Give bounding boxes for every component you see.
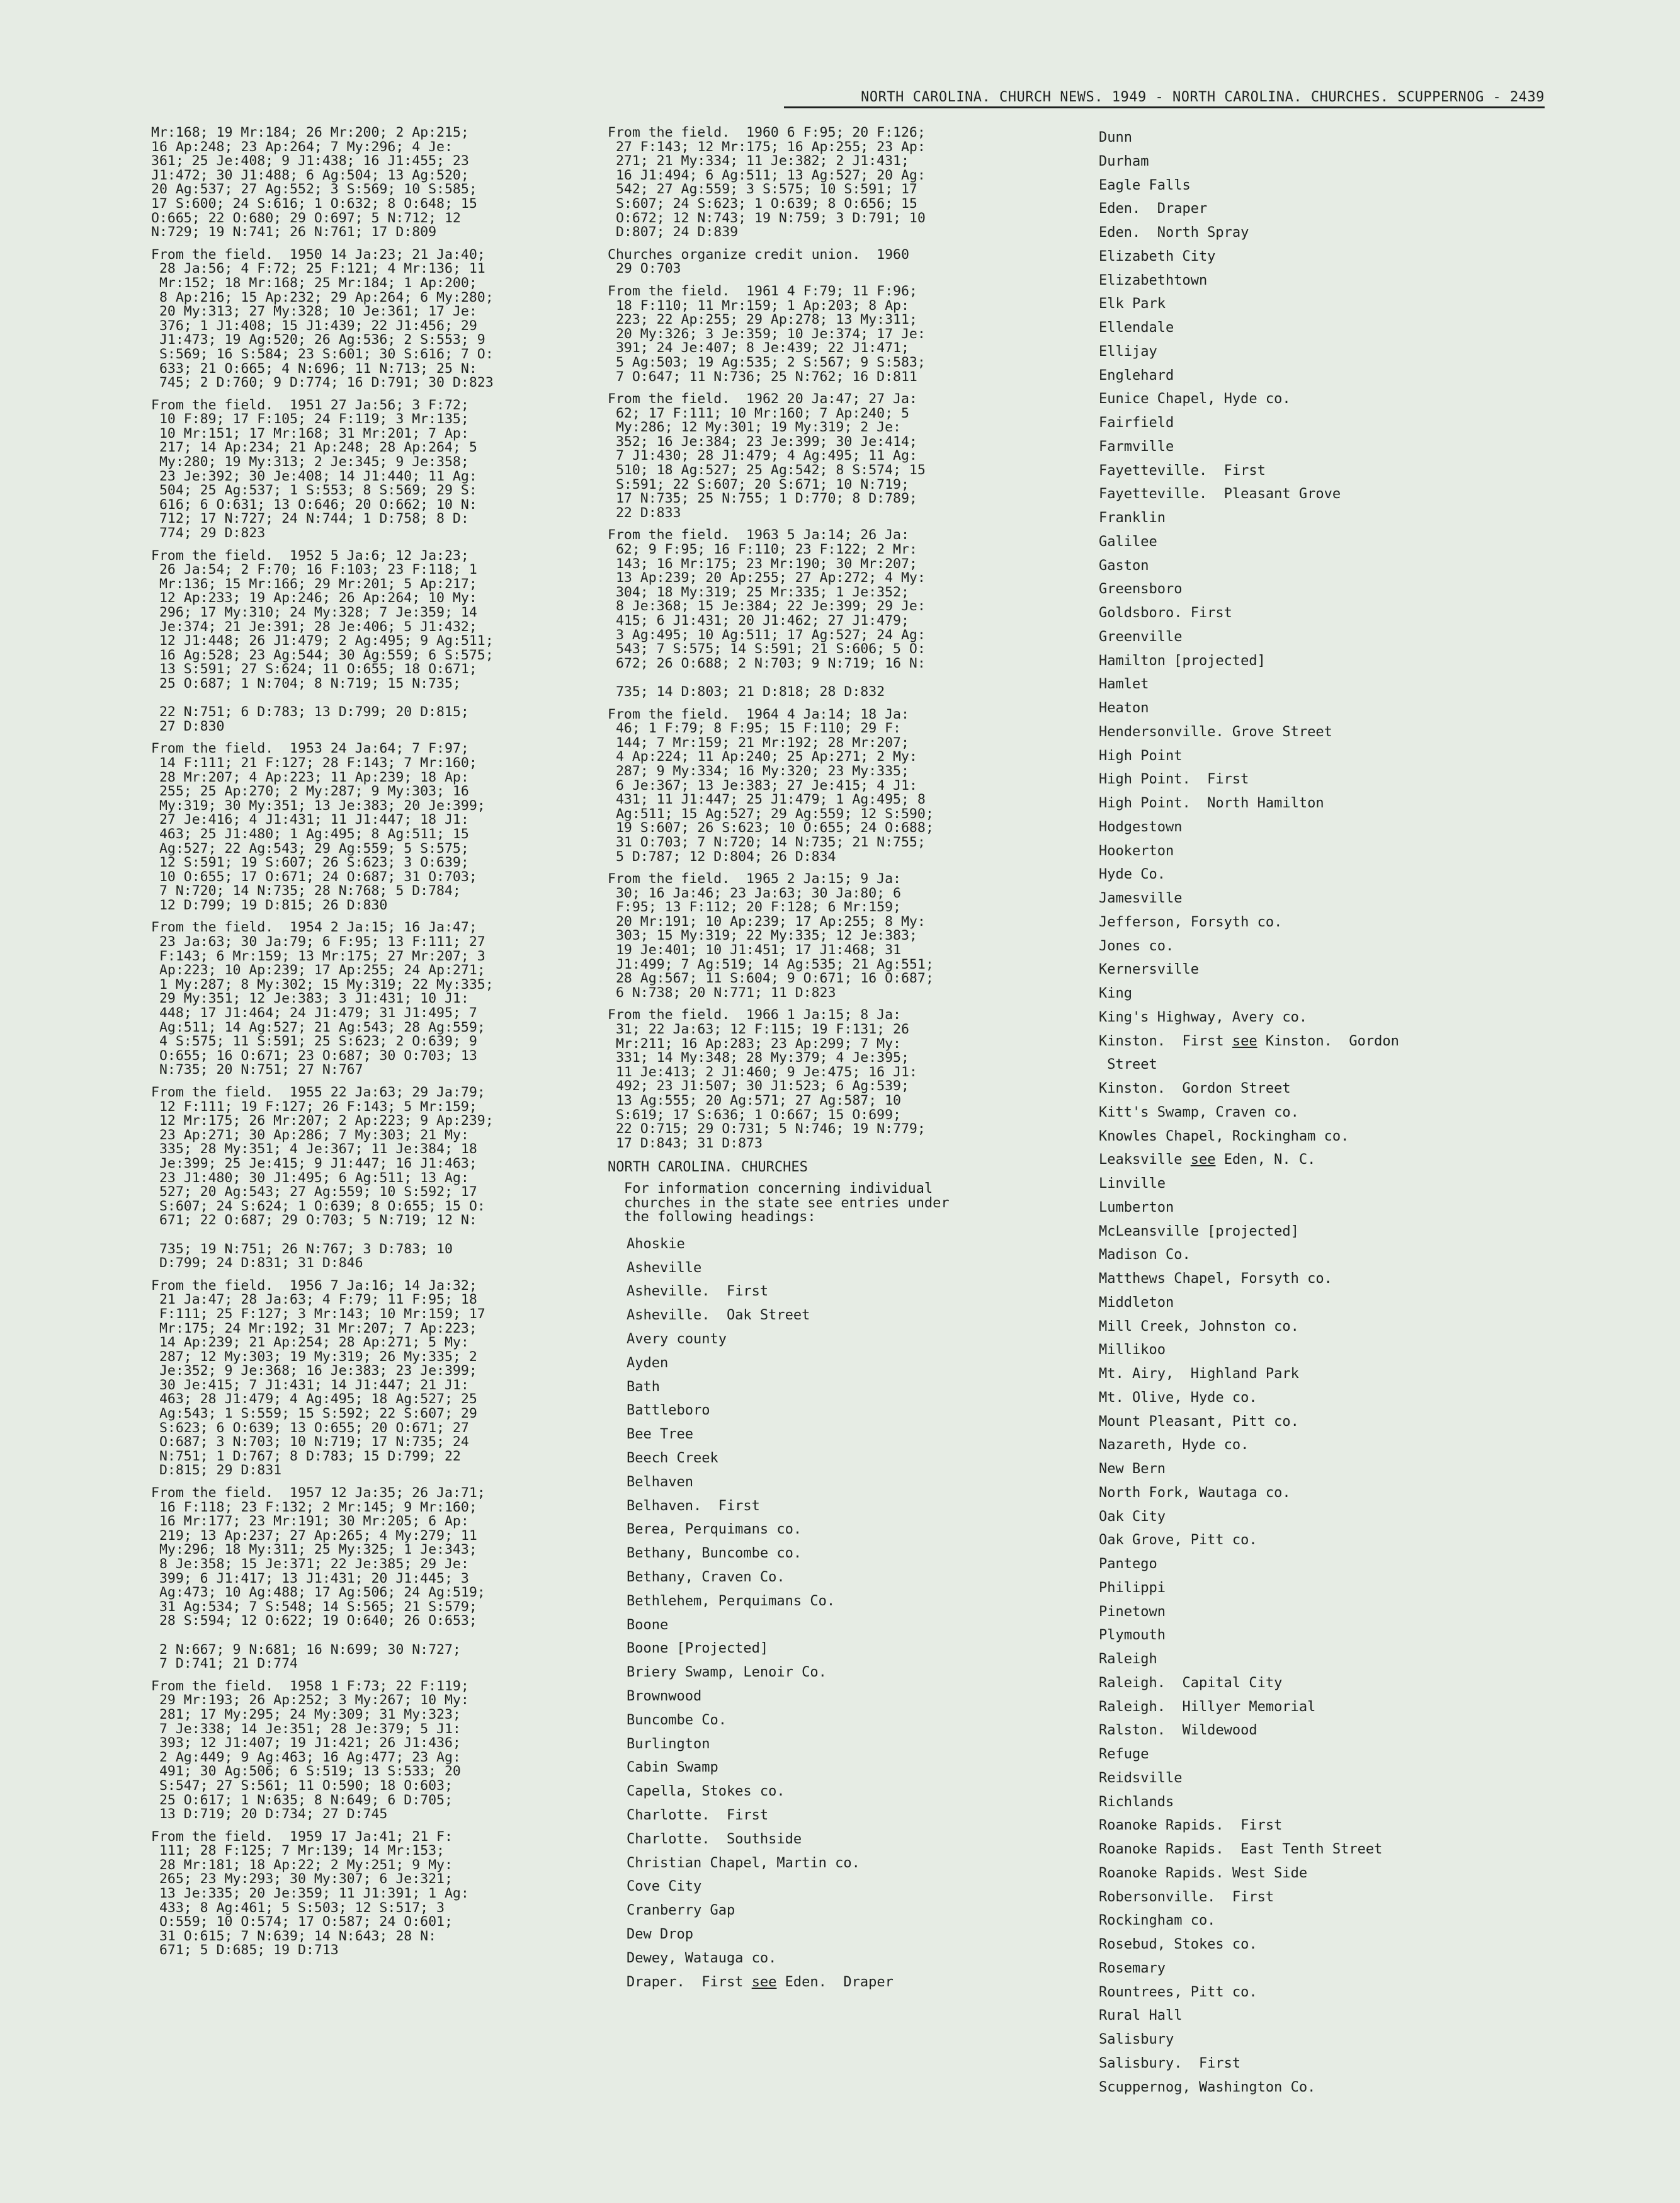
column-3: [1099, 126, 1502, 2099]
list-item: Bethany, Craven Co.: [627, 1569, 785, 1586]
list-item: Rosebud, Stokes co.: [1099, 1937, 1257, 1952]
list-item: Cabin Swamp: [627, 1760, 718, 1776]
list-item: From the field. 1962 20 Ja:47; 27 Ja: 62; 17 F:111; 10 Mr:160; 7 Ap:240; 5 My:286; 12 My:301; 19 My:319; 2 Je: 352; 16 Je:384; 23 Je:399; 30 Je:414; 7 J1:430; 28 J1:479; 4 Ag:495; 11 Ag: 510; 18 Ag:527; 25 Ag:542; 8 S:574; 15 S:591; 22 S:607; 20 S:671; 10 N:719; 17 N:735; 25 N:755; 1 D:770; 8 D:789; 22 D:833: [608, 391, 926, 521]
heading-list: [627, 1232, 1036, 1995]
list-item: Hamlet: [1099, 676, 1149, 693]
list-item: Rountrees, Pitt co.: [1099, 1984, 1257, 2000]
list-item: Refuge: [1099, 1746, 1149, 1762]
list-item: Elizabethtown: [1099, 272, 1208, 288]
list-item: North Fork, Wautaga co.: [1099, 1484, 1291, 1501]
list-item: Jamesville: [1099, 891, 1183, 906]
list-item: From the field. 1961 4 F:79; 11 F:96; 18 F:110; 11 Mr:159; 1 Ap:203; 8 Ap: 223; 22 Ap:255; 29 Ap:278; 13 My:311; 20 My:326; 3 Je:359; 10 Je:374; 17 Je: 391; 24 Je:407; 8 Je:439; 22 J1:471; 5 Ag:503; 19 Ag:535; 2 S:567; 9 S:583; 7 O:647; 11 N:736; 25 N:762; 16 D:811: [608, 283, 926, 385]
list-item: Gaston: [1099, 557, 1149, 574]
list-item: Ayden: [627, 1355, 669, 1371]
list-item: Galilee: [1099, 533, 1157, 550]
list-item: Dewey, Watauga co.: [627, 1950, 777, 1966]
list-item: Rural Hall: [1099, 2008, 1183, 2024]
list-item: Roanoke Rapids. East Tenth Street: [1099, 1842, 1383, 1857]
column-1: [151, 126, 579, 1966]
list-item: Boone: [627, 1617, 669, 1633]
list-item: Millikoo: [1099, 1342, 1166, 1358]
list-item: Lumberton: [1099, 1199, 1174, 1215]
list-item: Asheville: [627, 1260, 702, 1276]
list-item: From the field. 1956 7 Ja:16; 14 Ja:32; 21 Ja:47; 28 Ja:63; 4 F:79; 11 F:95; 18 F:111; 25 F:127; 3 Mr:143; 10 Mr:159; 17 Mr:175; 24 Mr:192; 31 Mr:207; 7 Ap:223; 14 Ap:239; 21 Ap:254; 28 Ap:271; 5 My: 287; 12 My:303; 19 My:319; 26 My:335; 2 Je:352; 9 Je:368; 16 Je:383; 23 Je:399; 30 Je:415; 7 J1:431; 14 J1:447; 21 J1: 463; 28 J1:479; 4 Ag:495; 18 Ag:527; 25 Ag:543; 1 S:559; 15 S:592; 22 S:607; 29 S:623; 6 O:639; 13 O:655; 20 O:671; 27 O:687; 3 N:703; 10 N:719; 17 N:735; 24 N:751; 1 D:767; 8 D:783; 15 D:799; 22 D:815; 29 D:831: [151, 1277, 485, 1479]
list-item: King's Highway, Avery co.: [1099, 1009, 1308, 1025]
list-item: Franklin: [1099, 510, 1166, 526]
list-item: Roanoke Rapids. First: [1099, 1818, 1283, 1834]
list-item: From the field. 1966 1 Ja:15; 8 Ja: 31; 22 Ja:63; 12 F:115; 19 F:131; 26 Mr:211; 16 Ap:283; 23 Ap:299; 7 My: 331; 14 My:348; 28 My:379; 4 Je:395; 11 Je:413; 2 J1:460; 9 Je:475; 16 J1: 492; 23 J1:507; 30 J1:523; 6 Ag:539; 13 Ag:555; 20 Ag:571; 27 Ag:587; 10 S:619; 17 S:636; 1 O:667; 15 O:699; 22 O:715; 29 O:731; 5 N:746; 19 N:779; 17 D:843; 31 D:873: [608, 1007, 926, 1151]
list-item: Ellendale: [1099, 320, 1174, 336]
list-item: Hodgestown: [1099, 819, 1183, 835]
list-item: From the field. 1960 6 F:95; 20 F:126; 27 F:143; 12 Mr:175; 16 Ap:255; 23 Ap: 271; 21 My:334; 11 Je:382; 2 J1:431; 16 J1:494; 6 Ag:511; 13 Ag:527; 20 Ag: 542; 27 Ag:559; 3 S:575; 10 S:591; 17 S:607; 24 S:623; 1 O:639; 8 O:656; 15 O:672; 12 N:743; 19 N:759; 3 D:791; 10 D:807; 24 D:839: [608, 125, 926, 241]
list-item: Salisbury: [1099, 2032, 1174, 2047]
list-item: Pinetown: [1099, 1603, 1166, 1620]
list-item: Oak City: [1099, 1508, 1166, 1525]
list-item: Cove City: [627, 1879, 702, 1895]
list-item: Asheville. Oak Street: [627, 1307, 810, 1324]
list-item: Ellijay: [1099, 343, 1157, 360]
list-item: Bee Tree: [627, 1426, 693, 1443]
list-item: Capella, Stokes co.: [627, 1784, 785, 1800]
list-item: Fairfield: [1099, 415, 1174, 431]
list-item: From the field. 1964 4 Ja:14; 18 Ja: 46; 1 F:79; 8 F:95; 15 F:110; 29 F: 144; 7 Mr:159; 21 Mr:192; 28 Mr:207; 4 Ap:224; 11 Ap:240; 25 Ap:271; 2 My: 287; 9 My:334; 16 My:320; 23 My:335; 6 Je:367; 13 Je:383; 27 Je:415; 4 J1: 431; 11 J1:447; 25 J1:479; 1 Ag:495; 8 Ag:511; 15 Ag:527; 29 Ag:559; 12 S:590; 19 S:607; 26 S:623; 10 O:655; 24 O:688; 31 O:703; 7 N:720; 14 N:735; 21 N:755; 5 D:787; 12 D:804; 26 D:834: [608, 706, 934, 865]
list-item: Linville: [1099, 1176, 1166, 1192]
list-item: Raleigh: [1099, 1651, 1157, 1667]
running-header: NORTH CAROLINA. CHURCH NEWS. 1949 - NORTH CAROLINA. CHURCHES. SCUPPERNOG - 2439: [784, 89, 1545, 108]
section-intro: For information concerning individual churches in the state see entries under the following headings:: [624, 1181, 950, 1226]
list-item: Eden. Draper: [1099, 201, 1208, 217]
list-item: Roanoke Rapids. West Side: [1099, 1865, 1308, 1881]
list-item: Farmville: [1099, 438, 1174, 455]
list-item: Oak Grove, Pitt co.: [1099, 1532, 1257, 1549]
list-item: Elizabeth City: [1099, 248, 1216, 265]
heading-list: [1099, 126, 1502, 2099]
list-item: Hendersonville. Grove Street: [1099, 724, 1332, 740]
list-item: Ahoskie: [627, 1236, 685, 1252]
list-item: Dew Drop: [627, 1926, 693, 1942]
list-item: From the field. 1965 2 Ja:15; 9 Ja: 30; 16 Ja:46; 23 Ja:63; 30 Ja:80; 6 F:95; 13 F:112; 20 F:128; 6 Mr:159; 20 Mr:191; 10 Ap:239; 17 Ap:255; 8 My: 303; 15 My:319; 22 My:335; 12 Je:383; 19 Je:401; 10 J1:451; 17 J1:468; 31 J1:499; 7 Ag:519; 14 Ag:535; 21 Ag:551; 28 Ag:567; 11 S:604; 9 O:671; 16 O:687; 6 N:738; 20 N:771; 11 D:823: [608, 871, 934, 1001]
list-item: From the field. 1958 1 F:73; 22 F:119; 29 Mr:193; 26 Ap:252; 3 My:267; 10 My: 281; 17 My:295; 24 My:309; 31 My:323; 7 Je:338; 14 Je:351; 28 Je:379; 5 J1: 393; 12 J1:407; 19 J1:421; 26 J1:436; 2 Ag:449; 9 Ag:463; 16 Ag:477; 23 Ag: 491; 30 Ag:506; 6 S:519; 13 S:533; 20 S:547; 27 S:561; 11 O:590; 18 O:603; 25 O:617; 1 N:635; 8 N:649; 6 D:705; 13 D:719; 20 D:734; 27 D:745: [151, 1678, 469, 1823]
list-item: Fayetteville. Pleasant Grove: [1099, 486, 1341, 503]
list-item: Mill Creek, Johnston co.: [1099, 1318, 1299, 1335]
list-item-draper: Draper. First see Eden. Draper: [627, 1974, 894, 1990]
list-item: Boone [Projected]: [627, 1641, 769, 1657]
list-item: Churches organize credit union. 1960 29 O:703: [608, 246, 909, 277]
list-item: Jefferson, Forsyth co.: [1099, 914, 1283, 930]
list-item: McLeansville [projected]: [1099, 1223, 1299, 1239]
list-item: King: [1099, 986, 1132, 1001]
list-item: Jones co.: [1099, 938, 1174, 954]
list-item: Durham: [1099, 153, 1149, 169]
list-item: Mr:168; 19 Mr:184; 26 Mr:200; 2 Ap:215; 16 Ap:248; 23 Ap:264; 7 My:296; 4 Je: 361; 25 Je:408; 9 J1:438; 16 J1:455; 23 J1:472; 30 J1:488; 6 Ag:504; 13 Ag:520; 20 Ag:537; 27 Ag:552; 3 S:569; 10 S:585; 17 S:600; 24 S:616; 1 O:632; 8 O:648; 15 O:665; 22 O:680; 29 O:697; 5 N:712; 12 N:729; 19 N:741; 26 N:761; 17 D:809: [151, 125, 477, 241]
list-item: Dunn: [1099, 130, 1132, 145]
list-item: Battleboro: [627, 1403, 710, 1419]
list-item: Raleigh. Capital City: [1099, 1675, 1283, 1691]
list-item: From the field. 1953 24 Ja:64; 7 F:97; 14 F:111; 21 F:127; 28 F:143; 7 Mr:160; 28 Mr:207; 4 Ap:223; 11 Ap:239; 18 Ap: 255; 25 Ap:270; 2 My:287; 9 My:303; 16 My:319; 30 My:351; 13 Je:383; 20 Je:399; 27 Je:416; 4 J1:431; 11 J1:447; 18 J1: 463; 25 J1:480; 1 Ag:495; 8 Ag:511; 15 Ag:527; 22 Ag:543; 29 Ag:559; 5 S:575; 12 S:591; 19 S:607; 26 S:623; 3 O:639; 10 O:655; 17 O:671; 24 O:687; 31 O:703; 7 N:720; 14 N:735; 28 N:768; 5 D:784; 12 D:799; 19 D:815; 26 D:830: [151, 741, 485, 913]
list-item: Bethlehem, Perquimans Co.: [627, 1593, 836, 1609]
list-item: Reidsville: [1099, 1770, 1183, 1786]
list-item: Charlotte. First: [627, 1807, 769, 1823]
list-item: New Bern: [1099, 1461, 1166, 1477]
list-item: Mt. Airy, Highland Park: [1099, 1366, 1299, 1382]
list-item: Belhaven. First: [627, 1498, 760, 1514]
list-item: Eden. North Spray: [1099, 225, 1249, 241]
list-item: Beech Creek: [627, 1450, 718, 1467]
list-item: Elk Park: [1099, 296, 1166, 312]
list-item: Brownwood: [627, 1688, 702, 1705]
list-item: Greensboro: [1099, 581, 1183, 598]
section-title: NORTH CAROLINA. CHURCHES: [608, 1159, 808, 1176]
list-item: Mt. Olive, Hyde co.: [1099, 1389, 1257, 1406]
list-item: Buncombe Co.: [627, 1712, 727, 1728]
list-item: Belhaven: [627, 1474, 693, 1490]
list-item: Plymouth: [1099, 1627, 1166, 1644]
list-item: Eagle Falls: [1099, 177, 1191, 193]
list-item: From the field. 1957 12 Ja:35; 26 Ja:71; 16 F:118; 23 F:132; 2 Mr:145; 9 Mr:160; 16 Mr:177; 23 Mr:191; 30 Mr:205; 6 Ap: 219; 13 Ap:237; 27 Ap:265; 4 My:279; 11 My:296; 18 My:311; 25 My:325; 1 Je:343; 8 Je:358; 15 Je:371; 22 Je:385; 29 Je: 399; 6 J1:417; 13 J1:431; 20 J1:445; 3 Ag:473; 10 Ag:488; 17 Ag:506; 24 Ag:519; 31 Ag:534; 7 S:548; 14 S:565; 21 S:579; 28 S:594; 12 O:622; 19 O:640; 26 O:653; 2 N:667; 9 N:681; 16 N:699; 30 N:727; 7 D:741; 21 D:774: [151, 1485, 485, 1672]
list-item: Berea, Perquimans co.: [627, 1522, 802, 1538]
list-item: Richlands: [1099, 1794, 1174, 1810]
list-item: Kitt's Swamp, Craven co.: [1099, 1104, 1299, 1120]
list-item: Goldsboro. First: [1099, 605, 1232, 621]
list-item: Bethany, Buncombe co.: [627, 1546, 802, 1562]
list-item: Cranberry Gap: [627, 1903, 735, 1919]
list-item: From the field. 1950 14 Ja:23; 21 Ja:40; 28 Ja:56; 4 F:72; 25 F:121; 4 Mr:136; 11 Mr:152; 18 Mr:168; 25 Mr:184; 1 Ap:200; 8 Ap:216; 15 Ap:232; 29 Ap:264; 6 My:280; 20 My:313; 27 My:328; 10 Je:361; 17 Je: 376; 1 J1:408; 15 J1:439; 22 J1:456; 29 J1:473; 19 Ag:520; 26 Ag:536; 2 S:553; 9 S:569; 16 S:584; 23 S:601; 30 S:616; 7 O: 633; 21 O:665; 4 N:696; 11 N:713; 25 N: 745; 2 D:760; 9 D:774; 16 D:791; 30 D:823: [151, 246, 494, 391]
list-item: Scuppernog, Washington Co.: [1099, 2079, 1316, 2095]
list-item: Avery county: [627, 1331, 727, 1348]
list-item: High Point. North Hamilton: [1099, 795, 1324, 811]
list-item: Eunice Chapel, Hyde co.: [1099, 391, 1291, 407]
list-item: High Point: [1099, 748, 1183, 764]
list-item: Burlington: [627, 1736, 710, 1752]
list-item: Englehard: [1099, 367, 1174, 384]
list-item: From the field. 1951 27 Ja:56; 3 F:72; 10 F:89; 17 F:105; 24 F:119; 3 Mr:135; 10 Mr:151; 17 Mr:168; 31 Mr:201; 7 Ap: 217; 14 Ap:234; 21 Ap:248; 28 Ap:264; 5 My:280; 19 My:313; 2 Je:345; 9 Je:358; 23 Je:392; 30 Je:408; 14 J1:440; 11 Ag: 504; 25 Ag:537; 1 S:553; 8 S:569; 29 S: 616; 6 O:631; 13 O:646; 20 O:662; 10 N: 712; 17 N:727; 24 N:744; 1 D:758; 8 D: 774; 29 D:823: [151, 397, 477, 542]
list-item: Robersonville. First: [1099, 1889, 1274, 1905]
list-item: Nazareth, Hyde co.: [1099, 1437, 1249, 1454]
list-item: Heaton: [1099, 700, 1149, 716]
list-item: Madison Co.: [1099, 1247, 1191, 1263]
list-item: Fayetteville. First: [1099, 462, 1266, 479]
list-item: Charlotte. Southside: [627, 1831, 802, 1847]
list-item: Christian Chapel, Martin co.: [627, 1855, 860, 1871]
list-item: Kernersville: [1099, 962, 1199, 978]
list-item: Mount Pleasant, Pitt co.: [1099, 1413, 1299, 1430]
list-item: From the field. 1955 22 Ja:63; 29 Ja:79; 12 F:111; 19 F:127; 26 F:143; 5 Mr:159; 12 Mr:175; 26 Mr:207; 2 Ap:223; 9 Ap:239; 23 Ap:271; 30 Ap:286; 7 My:303; 21 My: 335; 28 My:351; 4 Je:367; 11 Je:384; 18 Je:399; 25 Je:415; 9 J1:447; 16 J1:463; 23 J1:480; 30 J1:495; 6 Ag:511; 13 Ag: 527; 20 Ag:543; 27 Ag:559; 10 S:592; 17 S:607; 24 S:624; 1 O:639; 8 O:655; 15 O: 671; 22 O:687; 29 O:703; 5 N:719; 12 N: 735; 19 N:751; 26 N:767; 3 D:783; 10 D:799; 24 D:831; 31 D:846: [151, 1084, 494, 1272]
list-item: Salisbury. First: [1099, 2055, 1241, 2071]
list-item: From the field. 1954 2 Ja:15; 16 Ja:47; 23 Ja:63; 30 Ja:79; 6 F:95; 13 F:111; 27 F:143; 6 Mr:159; 13 Mr:175; 27 Mr:207; 3 Ap:223; 10 Ap:239; 17 Ap:255; 24 Ap:271; 1 My:287; 8 My:302; 15 My:319; 22 My:335; 29 My:351; 12 Je:383; 3 J1:431; 10 J1: 448; 17 J1:464; 24 J1:479; 31 J1:495; 7 Ag:511; 14 Ag:527; 21 Ag:543; 28 Ag:559; 4 S:575; 11 S:591; 25 S:623; 2 O:639; 9 O:655; 16 O:671; 23 O:687; 30 O:703; 13 N:735; 20 N:751; 27 N:767: [151, 919, 494, 1078]
list-item: Briery Swamp, Lenoir Co.: [627, 1665, 827, 1681]
list-item: From the field. 1959 17 Ja:41; 21 F: 111; 28 F:125; 7 Mr:139; 14 Mr:153; 28 Mr:181; 18 Ap:22; 2 My:251; 9 My: 265; 23 My:293; 30 My:307; 6 Je:321; 13 Je:335; 20 Je:359; 11 J1:391; 1 Ag: 433; 8 Ag:461; 5 S:503; 12 S:517; 3 O:559; 10 O:574; 17 O:587; 24 O:601; 31 O:615; 7 N:639; 14 N:643; 28 N: 671; 5 D:685; 19 D:713: [151, 1828, 469, 1959]
list-item: Knowles Chapel, Rockingham co.: [1099, 1128, 1349, 1144]
list-item: Raleigh. Hillyer Memorial: [1099, 1699, 1316, 1715]
list-item: Greenville: [1099, 629, 1183, 645]
list-item: Pantego: [1099, 1556, 1157, 1572]
list-item: Bath: [627, 1379, 660, 1395]
list-item-leaksville: Leaksville see Eden, N. C.: [1099, 1152, 1316, 1168]
list-item-kinston-first: Kinston. First see Kinston. Gordon Street: [1099, 1033, 1399, 1073]
list-item: High Point. First: [1099, 771, 1249, 788]
list-item: Ralston. Wildewood: [1099, 1722, 1257, 1739]
list-item: Kinston. Gordon Street: [1099, 1081, 1291, 1096]
list-item: Rosemary: [1099, 1960, 1166, 1976]
list-item: From the field. 1963 5 Ja:14; 26 Ja: 62; 9 F:95; 16 F:110; 23 F:122; 2 Mr: 143; 16 Mr:175; 23 Mr:190; 30 Mr:207; 13 Ap:239; 20 Ap:255; 27 Ap:272; 4 My: 304; 18 My:319; 25 Mr:335; 1 Je:352; 8 Je:368; 15 Je:384; 22 Je:399; 29 Je: 415; 6 J1:431; 20 J1:462; 27 J1:479; 3 Ag:495; 10 Ag:511; 17 Ag:527; 24 Ag: 543; 7 S:575; 14 S:591; 21 S:606; 5 O: 672; 26 O:688; 2 N:703; 9 N:719; 16 N: 735; 14 D:803; 21 D:818; 28 D:832: [608, 527, 926, 700]
list-item: Hyde Co.: [1099, 867, 1166, 883]
list-item: From the field. 1952 5 Ja:6; 12 Ja:23; 26 Ja:54; 2 F:70; 16 F:103; 23 F:118; 1 Mr:136; 15 Mr:166; 29 Mr:201; 5 Ap:217; 12 Ap:233; 19 Ap:246; 26 Ap:264; 10 My: 296; 17 My:310; 24 My:328; 7 Je:359; 14 Je:374; 21 Je:391; 28 Je:406; 5 J1:432; 12 J1:448; 26 J1:479; 2 Ag:495; 9 Ag:511; 16 Ag:528; 23 Ag:544; 30 Ag:559; 6 S:575; 13 S:591; 27 S:624; 11 O:655; 18 O:671; 25 O:687; 1 N:704; 8 N:719; 15 N:735; 22 N:751; 6 D:783; 13 D:799; 20 D:815; 27 D:830: [151, 547, 494, 734]
list-item: Philippi: [1099, 1580, 1166, 1596]
column-2: [608, 126, 1036, 1994]
list-item: Asheville. First: [627, 1284, 769, 1300]
list-item: Hookerton: [1099, 843, 1174, 859]
list-item: Rockingham co.: [1099, 1913, 1216, 1929]
list-item: Matthews Chapel, Forsyth co.: [1099, 1271, 1332, 1287]
list-item: Middleton: [1099, 1294, 1174, 1311]
list-item: Hamilton [projected]: [1099, 652, 1266, 669]
